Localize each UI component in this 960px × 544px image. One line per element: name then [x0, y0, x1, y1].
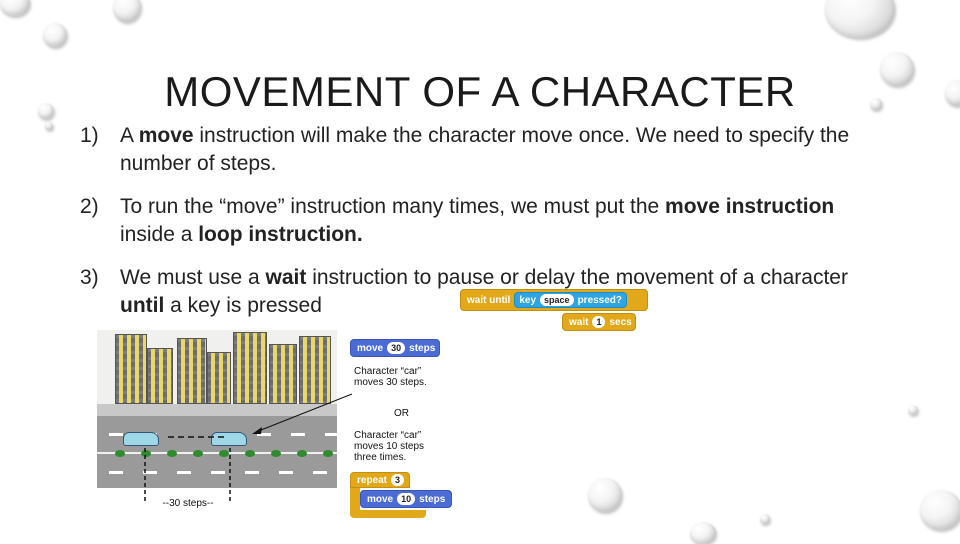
block-label: move: [357, 342, 384, 354]
block-label: move: [367, 493, 394, 505]
repeat-arm: [350, 488, 360, 510]
note-move-30: Character “car” moves 30 steps.: [354, 366, 427, 388]
block-label: wait until: [467, 294, 511, 306]
block-label: steps: [409, 342, 436, 354]
move-30-steps-block: [350, 339, 440, 357]
key-pressed-block: [514, 292, 627, 308]
block-label: pressed?: [577, 294, 623, 306]
steps-value: 10: [397, 493, 415, 505]
key-dropdown: space: [540, 294, 574, 306]
block-label: steps: [419, 493, 446, 505]
item-text: A move instruction will make the character move once. We need to specify the number of steps.: [120, 124, 850, 175]
block-label: key: [519, 294, 537, 306]
list-item: [80, 122, 860, 178]
note-repeat: Character “car” moves 10 steps three times.: [354, 430, 425, 463]
block-label: repeat: [357, 474, 388, 486]
item-text: We must use a wait instruction to pause or delay the movement of a character until a key is pressed: [120, 266, 848, 317]
block-label: wait: [569, 316, 589, 328]
repeat-block: [350, 472, 454, 520]
car-end-icon: [211, 432, 247, 446]
wait-secs-block: [562, 313, 636, 331]
item-text: To run the “move” instruction many times, we must put the move instruction inside a loop instruction.: [120, 195, 835, 246]
city-scene-image: [97, 330, 337, 488]
note-or: OR: [394, 408, 409, 419]
block-label: secs: [609, 316, 632, 328]
item-number: 1): [80, 124, 99, 147]
slide-title: MOVEMENT OF A CHARACTER: [164, 68, 796, 115]
steps-label: --30 steps--: [162, 498, 214, 509]
car-start-icon: [123, 432, 159, 446]
list-item: [80, 193, 860, 249]
repeat-value: 3: [391, 474, 404, 486]
wait-until-block: [460, 289, 648, 311]
repeat-footer: [350, 510, 426, 518]
item-number: 2): [80, 195, 99, 218]
move-10-steps-block: [360, 490, 452, 508]
wait-value: 1: [592, 316, 605, 328]
steps-value: 30: [387, 342, 405, 354]
repeat-header: [350, 472, 410, 488]
item-number: 3): [80, 266, 99, 289]
